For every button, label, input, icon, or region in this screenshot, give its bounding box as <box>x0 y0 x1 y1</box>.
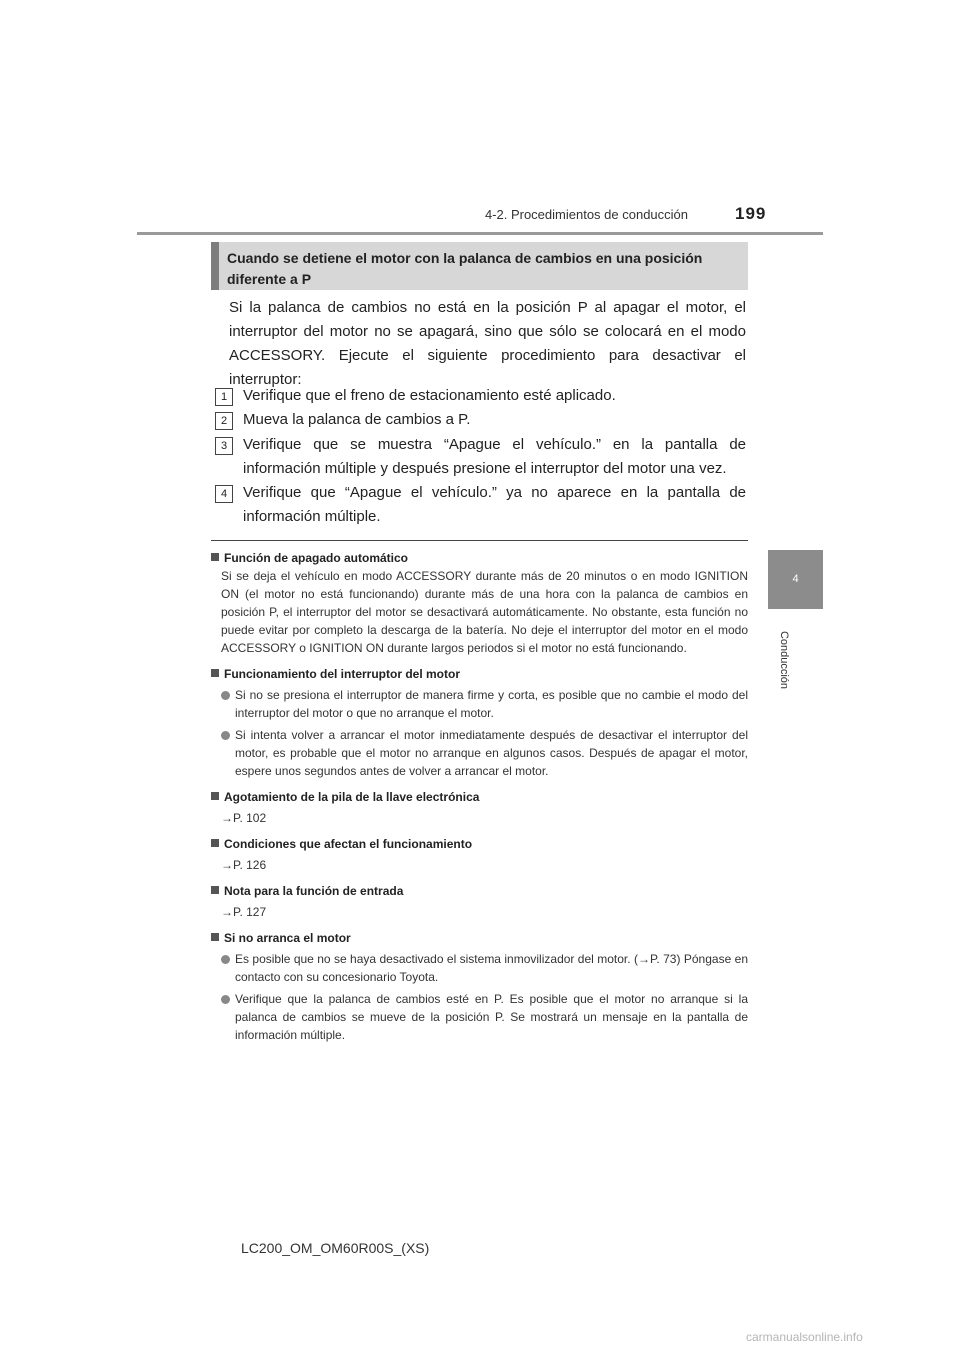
square-bullet-icon <box>211 669 219 677</box>
section-title: 4-2. Procedimientos de conducción <box>484 207 688 222</box>
note-switch-operation <box>211 665 748 780</box>
step-number: 1 <box>215 388 233 406</box>
list-item: Es posible que no se haya desactivado el sistema inmovilizador del motor. (→P. 73) Póngase en contacto con su concesionario Toyota. <box>221 950 748 986</box>
square-bullet-icon <box>211 839 219 847</box>
step-1 <box>215 384 746 408</box>
note-title: Función de apagado automático <box>211 549 748 567</box>
watermark: carmanualsonline.info <box>746 1330 863 1344</box>
step-2 <box>215 408 746 432</box>
step-3 <box>215 433 746 481</box>
chapter-tab: 4 <box>768 550 823 609</box>
step-number: 3 <box>215 437 233 455</box>
note-title: Agotamiento de la pila de la llave electrónica <box>211 788 748 806</box>
note-key-battery <box>211 788 748 827</box>
note-auto-off <box>211 549 748 657</box>
note-engine-not-start <box>211 929 748 1044</box>
circle-bullet-icon <box>221 955 230 964</box>
circle-bullet-icon <box>221 995 230 1004</box>
section-divider <box>211 540 748 541</box>
header-rule <box>137 232 823 235</box>
circle-bullet-icon <box>221 731 230 740</box>
page-number: 199 <box>735 204 767 223</box>
section-heading: Cuando se detiene el motor con la palanca de cambios en una posición diferente a P <box>211 242 748 290</box>
step-text: Verifique que el freno de estacionamiento esté aplicado. <box>243 387 616 404</box>
note-title: Condiciones que afectan el funcionamiento <box>211 835 748 853</box>
chapter-label <box>772 612 796 707</box>
intro-paragraph: Si la palanca de cambios no está en la posición P al apagar el motor, el interruptor del motor no se apagará, sino que sólo se colocará en el modo ACCESSORY. Ejecute el siguiente procedimiento para desactivar el interruptor: <box>229 299 746 388</box>
square-bullet-icon <box>211 933 219 941</box>
note-title: Funcionamiento del interruptor del motor <box>211 665 748 683</box>
step-text: Verifique que se muestra “Apague el vehículo.” en la pantalla de información múltiple y después presione el interruptor del motor una vez. <box>243 436 746 477</box>
circle-bullet-icon <box>221 691 230 700</box>
notes-section <box>211 549 748 1052</box>
list-item: Si intenta volver a arrancar el motor inmediatamente después de desactivar el interruptor del motor, es probable que el motor no arranque en algunos casos. Después de apagar el motor, espere unos segundos antes de volver a arrancar el motor. <box>221 726 748 780</box>
square-bullet-icon <box>211 553 219 561</box>
square-bullet-icon <box>211 886 219 894</box>
page-reference: →P. 126 <box>221 858 267 872</box>
square-bullet-icon <box>211 792 219 800</box>
step-text: Mueva la palanca de cambios a P. <box>243 411 471 428</box>
step-text: Verifique que “Apague el vehículo.” ya no aparece en la pantalla de información múltiple. <box>243 484 746 525</box>
note-body: Si se deja el vehículo en modo ACCESSORY durante más de 20 minutos o en modo IGNITION ON (el motor no está funcionando) durante más de una hora con la palanca de cambios en posición P, el interruptor del motor se desactivará automáticamente. No obstante, esta función no puede evitar por completo la descarga de la batería. No deje el interruptor del motor en el modo ACCESSORY o IGNITION ON durante largos periodos si el motor no está funcionando. <box>221 569 748 655</box>
page-reference: →P. 127 <box>221 905 267 919</box>
note-conditions <box>211 835 748 874</box>
step-number: 4 <box>215 485 233 503</box>
step-4 <box>215 481 746 529</box>
note-title: Si no arranca el motor <box>211 929 748 947</box>
note-title: Nota para la función de entrada <box>211 882 748 900</box>
page-reference: →P. 102 <box>221 811 267 825</box>
step-number: 2 <box>215 412 233 430</box>
note-entry-function <box>211 882 748 921</box>
list-item: Si no se presiona el interruptor de manera firme y corta, es posible que no cambie el modo del interruptor del motor o que no arranque el motor. <box>221 686 748 722</box>
chapter-label-text: Conducción <box>778 630 790 689</box>
list-item: Verifique que la palanca de cambios esté en P. Es posible que el motor no arranque si la palanca de cambios se mueve de la posición P. Se mostrará un mensaje en la pantalla de información múltiple. <box>221 990 748 1044</box>
document-code: LC200_OM_OM60R00S_(XS) <box>241 1240 430 1256</box>
